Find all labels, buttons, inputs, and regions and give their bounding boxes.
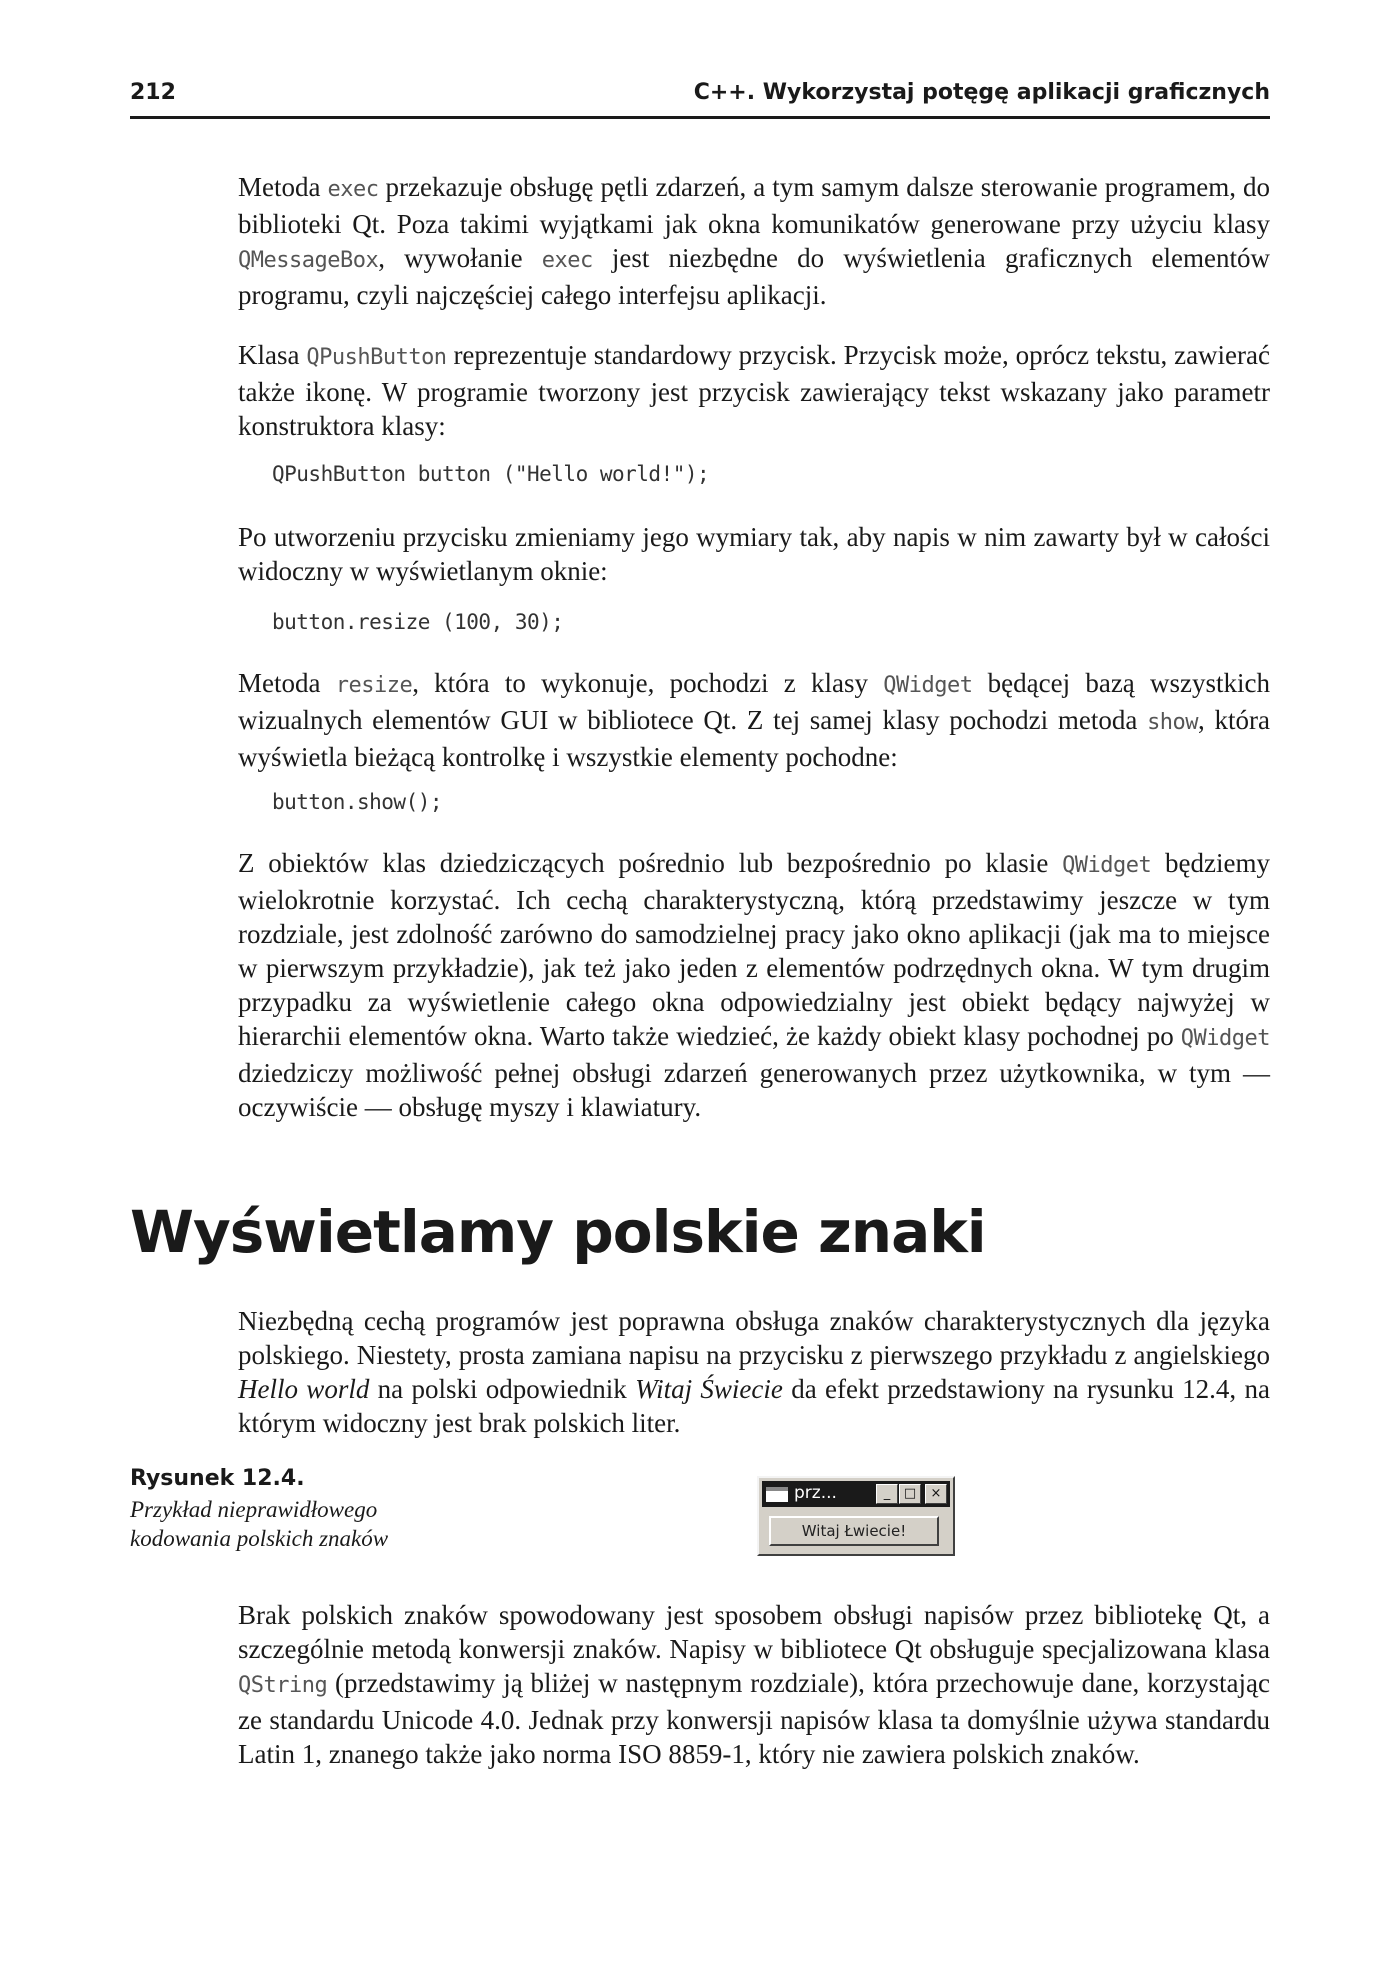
text-run: (przedstawimy ją bliżej w następnym rozdziale), która przechowuje dane, korzystając ze standardu Unicode 4.0. Jednak przy konwersji napisów klasa ta domyślnie używa standardu Latin 1, znanego także jako norma ISO 8859-1, który nie zawiera polskich znaków. xyxy=(238,1668,1270,1769)
figure-caption xyxy=(130,1466,460,1553)
paragraph-2-block xyxy=(238,338,1270,443)
text-run: reprezentuje standardowy przycisk. Przycisk może, oprócz tekstu, zawierać także ikonę. W programie tworzony jest przycisk zawierający tekst wskazany jako parametr konstruktora klasy: xyxy=(238,340,1270,441)
hello-push-button[interactable]: Witaj Łwiecie! xyxy=(769,1516,939,1546)
paragraph-1-block xyxy=(238,170,1270,312)
minimize-icon[interactable]: _ xyxy=(876,1484,898,1504)
text-run: Z obiektów klas dziedziczących pośrednio lub bezpośrednio po klasie xyxy=(238,848,1063,878)
code-inline: show xyxy=(1147,710,1199,735)
paragraph-7-block xyxy=(238,1598,1270,1771)
window-titlebar xyxy=(762,1481,950,1507)
code-inline: QPushButton xyxy=(306,345,447,370)
paragraph-7 xyxy=(238,1598,1270,1771)
paragraph-1 xyxy=(238,170,1270,312)
paragraph-6 xyxy=(238,1304,1270,1440)
paragraph-4-block xyxy=(238,666,1270,774)
code-inline: QWidget xyxy=(1062,853,1152,878)
code-inline: QWidget xyxy=(883,673,973,698)
code-line-1: QPushButton button ("Hello world!"); xyxy=(272,462,710,486)
code-inline: QWidget xyxy=(1180,1026,1270,1051)
code-inline: resize xyxy=(335,673,413,698)
code-line-3: button.show(); xyxy=(272,790,443,814)
text-run: Niezbędną cechą programów jest poprawna obsługa znaków charakterystycznych dla języka polskiego. Niestety, prosta zamiana napisu na przycisku z pierwszego przykładu z angielskiego xyxy=(238,1306,1270,1370)
text-run: będącej bazą wszystkich wizualnych elementów GUI w bibliotece Qt. Z tej samej klasy pochodzi metoda xyxy=(238,668,1270,735)
paragraph-2 xyxy=(238,338,1270,443)
text-run: Brak polskich znaków spowodowany jest sposobem obsługi napisów przez bibliotekę Qt, a szczególnie metodą konwersji znaków. Napisy w bibliotece Qt obsługuje specjalizowana klasa xyxy=(238,1600,1270,1664)
text-run: będziemy wielokrotnie korzystać. Ich cechą charakterystyczną, którą przedstawimy jeszcze w tym rozdziale, jest zdolność zarówno do samodzielnej pracy jako okno aplikacji (jak ma to miejsce w pierwszym przykładzie), jak też jako jeden z elementów podrzędnych okna. W tym drugim przypadku za wyświetlenie całego okna odpowiedzialny jest obiekt będący najwyżej w hierarchii elementów okna. Warto także wiedzieć, że każdy obiekt klasy pochodnej po xyxy=(238,848,1270,1051)
text-run: da efekt przedstawiony na rysunku 12.4, na którym widoczny jest brak polskich liter. xyxy=(238,1374,1270,1438)
text-run: , która to wykonuje, pochodzi z klasy xyxy=(412,668,884,698)
text-run: jest niezbędne do wyświetlenia graficznych elementów programu, czyli najczęściej całego interfejsu aplikacji. xyxy=(238,243,1270,310)
text-run: przekazuje obsługę pętli zdarzeń, a tym samym dalsze sterowanie programem, do biblioteki Qt. Poza takimi wyjątkami jak okna komunikatów generowane przy użyciu klasy xyxy=(238,172,1270,239)
figure-caption-text: Przykład nieprawidłowego kodowania polskich znaków xyxy=(130,1497,389,1551)
italic-run: Hello world xyxy=(238,1374,370,1404)
code-inline: QMessageBox xyxy=(238,248,379,273)
paragraph-5 xyxy=(238,846,1270,1124)
page-header xyxy=(130,78,1270,119)
code-inline: exec xyxy=(541,248,593,273)
figure-number: Rysunek 12.4. xyxy=(130,1466,305,1491)
italic-run: Witaj Świecie xyxy=(635,1374,783,1404)
text-run: , która wyświetla bieżącą kontrolkę i wszystkie elementy pochodne: xyxy=(238,705,1270,772)
paragraph-5-block xyxy=(238,846,1270,1124)
maximize-icon[interactable]: □ xyxy=(899,1484,921,1504)
paragraph-6-block xyxy=(238,1304,1270,1440)
code-inline: QString xyxy=(238,1673,328,1698)
page-number: 212 xyxy=(130,80,176,105)
paragraph-3-block xyxy=(238,520,1270,588)
code-line-2: button.resize (100, 30); xyxy=(272,610,564,634)
section-heading: Wyświetlamy polskie znaki xyxy=(130,1198,986,1266)
paragraph-4 xyxy=(238,666,1270,774)
close-icon[interactable]: × xyxy=(925,1484,947,1504)
window-title: prz... xyxy=(794,1483,837,1503)
text-run: dziedziczy możliwość pełnej obsługi zdarzeń generowanych przez użytkownika, w tym — oczywiście — obsługę myszy i klawiatury. xyxy=(238,1058,1270,1122)
text-run: Klasa xyxy=(238,340,307,370)
running-title: C++. Wykorzystaj potęgę aplikacji graficznych xyxy=(693,80,1270,105)
text-run: Metoda xyxy=(238,172,328,202)
text-run: Metoda xyxy=(238,668,336,698)
text-run: na polski odpowiednik xyxy=(369,1374,636,1404)
paragraph-3: Po utworzeniu przycisku zmieniamy jego wymiary tak, aby napis w nim zawarty był w całości widoczny w wyświetlanym oknie: xyxy=(238,522,1270,586)
code-inline: exec xyxy=(327,177,379,202)
figure-window xyxy=(757,1476,955,1556)
text-run: , wywołanie xyxy=(378,243,542,273)
window-icon xyxy=(766,1487,788,1502)
